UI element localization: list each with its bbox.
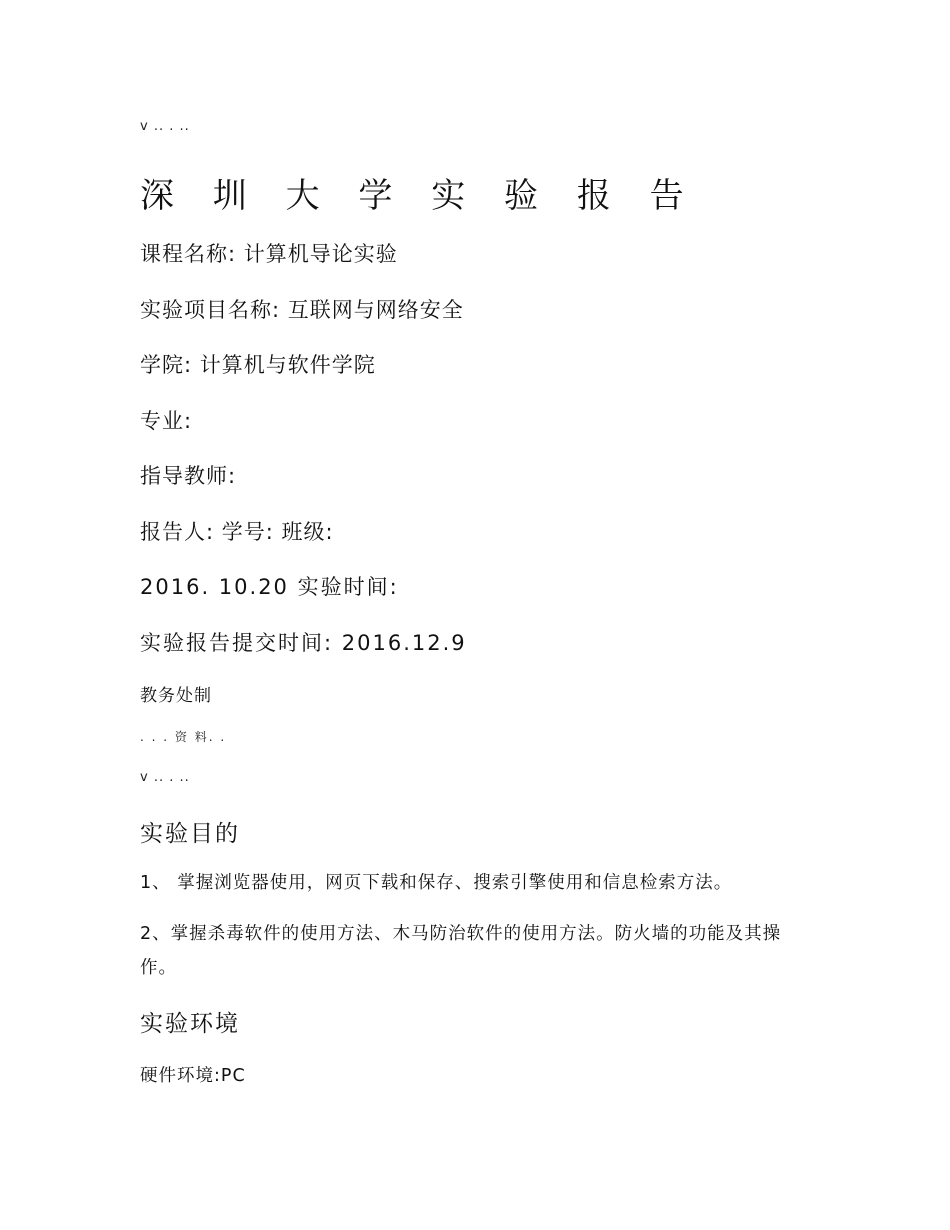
header-mark: v .. . .. — [140, 119, 190, 134]
experiment-time-field: 2016. 10.20 实验时间: — [140, 575, 399, 599]
section-heading-purpose: 实验目的 — [140, 821, 240, 847]
major-field: 专业: — [140, 409, 193, 433]
course-name-field: 课程名称: 计算机导论实验 — [140, 242, 398, 266]
submit-time-field: 实验报告提交时间: 2016.12.9 — [140, 631, 467, 655]
purpose-item: 1、 掌握浏览器使用，网页下载和保存、搜索引擎使用和信息检索方法。 — [140, 873, 733, 893]
report-title: 深 圳 大 学 实 验 报 告 — [140, 176, 698, 216]
project-name-field: 实验项目名称: 互联网与网络安全 — [140, 298, 464, 322]
teacher-field: 指导教师: — [140, 464, 237, 488]
header-mark: v .. . .. — [140, 770, 190, 785]
section-heading-environment: 实验环境 — [140, 1011, 240, 1037]
issuer-label: 教务处制 — [140, 686, 212, 706]
college-field: 学院: 计算机与软件学院 — [140, 353, 376, 377]
reporter-field: 报告人: 学号: 班级: — [140, 520, 334, 544]
purpose-item: 2、掌握杀毒软件的使用方法、木马防治软件的使用方法。防火墙的功能及其操作。 — [140, 924, 782, 978]
footer-mark: . . . 资 料. . — [140, 730, 227, 744]
hardware-environment: 硬件环境:PC — [140, 1066, 246, 1086]
